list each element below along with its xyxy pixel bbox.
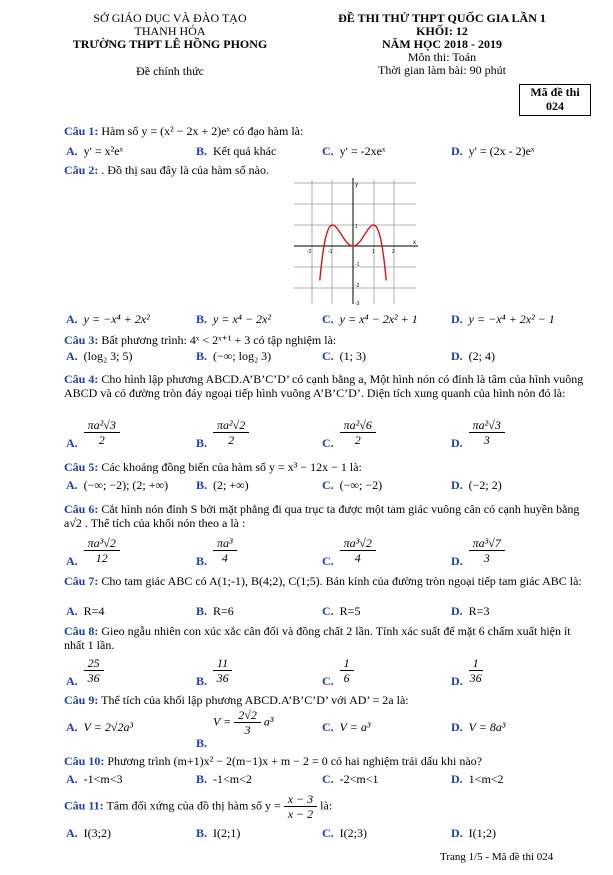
- question-text: Bất phương trình: 4ˣ < 2ˣ⁺¹ + 3 có tập nghiệm là:: [101, 333, 337, 347]
- q3-option-c[interactable]: C. (1; 3): [322, 349, 366, 363]
- q10-option-c[interactable]: C. -2<m<1: [322, 772, 379, 786]
- q7-option-d[interactable]: D. R=3: [451, 604, 490, 618]
- q7-option-a[interactable]: A. R=4: [66, 604, 105, 618]
- question-3: [64, 333, 594, 347]
- q5-option-b[interactable]: B. (2; +∞): [196, 478, 249, 492]
- q7-option-c[interactable]: C. R=5: [322, 604, 361, 618]
- q6-option-a[interactable]: A. $\frac{\text{πa³√2}}{12}$: [66, 536, 120, 568]
- dept-name: SỞ GIÁO DỤC VÀ ĐÀO TẠO: [93, 11, 247, 25]
- question-label: Câu 3:: [64, 333, 99, 347]
- question-2: [64, 163, 594, 177]
- province-name: THANH HÓA: [134, 24, 206, 38]
- question-10: [64, 754, 594, 768]
- question-6: [64, 502, 594, 530]
- q2-option-c[interactable]: C. y = x⁴ − 2x² + 1: [322, 312, 418, 326]
- q11-option-c[interactable]: C. I(2;3): [322, 826, 367, 840]
- q10-option-d[interactable]: D. 1<m<2: [451, 772, 504, 786]
- page-footer: Trang 1/5 - Mã đề thi 024: [440, 851, 554, 863]
- exam-code-label: Mã đề thi: [530, 85, 580, 99]
- q2-option-b[interactable]: B. y = x⁴ − 2x²: [196, 312, 271, 326]
- question-label: Câu 2:: [64, 163, 99, 177]
- q6-option-d[interactable]: D. $\frac{\text{πa³√7}}{3}$: [451, 536, 505, 568]
- question-label: Câu 9:: [64, 693, 99, 707]
- x-tick-label: 2: [392, 249, 395, 255]
- question-label: Câu 5:: [64, 460, 99, 474]
- q11-option-b[interactable]: B. I(2;1): [196, 826, 241, 840]
- header-right: [318, 12, 566, 77]
- question-5: [64, 460, 594, 474]
- subject: Môn thi: Toán: [407, 50, 477, 64]
- question-label: Câu 11:: [64, 798, 104, 813]
- q4-option-d[interactable]: D. $\frac{\text{πa²√3}}{3}$: [451, 418, 505, 450]
- question-text: Tâm đối xứng của đồ thị hàm số y =: [106, 798, 284, 813]
- q9-option-a[interactable]: A. V = 2√2a³: [66, 720, 134, 734]
- question-text: Cho hình lập phương ABCD.A’B’C’D’ có cạnh bằng a, Một hình nón có đỉnh là tâm của hình vuông ABCD và có đường tròn đáy ngoại tiếp hình vuông A’B’C’D’. Diện tích xung quanh của hình nón đó là:: [64, 372, 584, 400]
- q6-option-b[interactable]: B. $\frac{\text{πa³}}{4}$: [196, 536, 237, 568]
- question-text: . Đồ thị sau đây là của hàm số nào.: [101, 163, 269, 177]
- question-1: [64, 124, 594, 138]
- question-11: Câu 11: Tâm đối xứng của đồ thị hàm số y = $\frac{x - 3}{x - 2}$ là:: [64, 792, 333, 821]
- q11-option-d[interactable]: D. I(1;2): [451, 826, 496, 840]
- q1-option-c[interactable]: C. y' = -2xeˣ: [322, 144, 386, 158]
- q8-option-b[interactable]: B. $\frac{11}{36}$: [196, 656, 232, 688]
- function-graph: [292, 178, 418, 306]
- exam-code-box: [519, 84, 591, 116]
- school-year: NĂM HỌC 2018 - 2019: [382, 37, 502, 51]
- q2-option-d[interactable]: D. y = −x⁴ + 2x² − 1: [451, 312, 555, 326]
- y-tick-label: -1: [355, 262, 360, 268]
- q9-option-d[interactable]: D. V = 8a³: [451, 720, 506, 734]
- q4-option-c[interactable]: C. $\frac{\text{πa²√6}}{2}$: [322, 418, 376, 450]
- exam-time: Thời gian làm bài: 90 phút: [378, 63, 506, 77]
- q3-option-a[interactable]: A. (log₂ 3; 5): [66, 349, 133, 363]
- x-axis-label: x: [413, 240, 416, 246]
- y-tick-label: 1: [355, 224, 358, 230]
- q1-option-d[interactable]: D. y' = (2x - 2)eˣ: [451, 144, 535, 158]
- q6-option-c[interactable]: C. $\frac{\text{πa³√2}}{4}$: [322, 536, 376, 568]
- question-fraction: $\frac{x - 3}{x - 2}$: [284, 792, 317, 821]
- grade: KHỐI: 12: [416, 24, 468, 38]
- q8-option-c[interactable]: C. $\frac{1}{6}$: [322, 656, 354, 688]
- q10-option-a[interactable]: A. -1<m<3: [66, 772, 123, 786]
- school-name: TRƯỜNG THPT LÊ HỒNG PHONG: [72, 37, 268, 51]
- question-label: Câu 4:: [64, 372, 99, 386]
- question-text: Gieo ngẫu nhiên con xúc xắc cân đối và đồng chất 2 lần. Tính xác suất để mặt 6 chấm xuất hiện ít nhất 1 lần.: [64, 624, 571, 652]
- question-label: Câu 8:: [64, 624, 99, 638]
- q5-option-a[interactable]: A. (−∞; −2); (2; +∞): [66, 478, 169, 492]
- question-4: [64, 372, 594, 400]
- x-tick-label: 1: [372, 249, 375, 255]
- question-label: Câu 10:: [64, 754, 105, 768]
- q1-option-b[interactable]: B. Kết quả khác: [196, 144, 277, 158]
- y-axis-label: y: [355, 182, 358, 188]
- q1-option-a[interactable]: A. y' = x²eˣ: [66, 144, 123, 158]
- question-9: [64, 693, 594, 707]
- q3-option-b[interactable]: B. (−∞; log₂ 3): [196, 349, 272, 363]
- q7-option-b[interactable]: B. R=6: [196, 604, 234, 618]
- question-label: Câu 6:: [64, 502, 99, 516]
- x-tick-label: -2: [307, 249, 312, 255]
- question-text: Phương trình (m+1)x² − 2(m−1)x + m − 2 = 0 có hai nghiệm trái dấu khi nào?: [107, 754, 483, 768]
- q5-option-c[interactable]: C. (−∞; −2): [322, 478, 383, 492]
- q4-option-a[interactable]: A. $\frac{\text{πa²√3}}{2}$: [66, 418, 120, 450]
- y-tick-label: -2: [355, 283, 360, 289]
- question-text: Thể tích của khối lập phương ABCD.A’B’C’D’ với AD’ = 2a là:: [101, 693, 409, 707]
- question-label: Câu 7:: [64, 574, 99, 588]
- question-text: Cho tam giác ABC có A(1;-1), B(4;2), C(1;5). Bán kính của đường tròn ngoại tiếp tam giác ABC là:: [101, 574, 582, 588]
- q10-option-b[interactable]: B. -1<m<2: [196, 772, 252, 786]
- q9-option-c[interactable]: C. V = a³: [322, 720, 371, 734]
- q2-option-a[interactable]: A. y = −x⁴ + 2x²: [66, 312, 150, 326]
- q8-option-a[interactable]: A. $\frac{25}{36}$: [66, 656, 104, 688]
- exam-code-value: 024: [546, 99, 564, 113]
- question-8: [64, 624, 594, 652]
- q9-option-b[interactable]: B.V = $\frac{2√2}{3}$ a³: [196, 708, 274, 751]
- q3-option-d[interactable]: D. (2; 4): [451, 349, 495, 363]
- header-left: [60, 12, 280, 78]
- y-tick-label: -3: [355, 301, 360, 306]
- question-text: Hàm số y = (x² − 2x + 2)eˣ có đạo hàm là:: [101, 124, 304, 138]
- x-tick-label: -1: [328, 249, 333, 255]
- exam-title: ĐỀ THI THỬ THPT QUỐC GIA LẦN 1: [338, 11, 546, 25]
- q8-option-d[interactable]: D. $\frac{1}{36}$: [451, 656, 482, 689]
- official-label: Đề chính thức: [136, 64, 204, 78]
- question-text: Cắt hình nón đỉnh S bởi mặt phẳng đi qua trục ta được một tam giác vuông cân có cạnh huyền bằng a√2 . Thể tích của khối nón theo a là :: [64, 502, 580, 530]
- question-text: Các khoảng đồng biến của hàm số y = x³ − 12x − 1 là:: [101, 460, 362, 474]
- question-label: Câu 1:: [64, 124, 99, 138]
- q11-option-a[interactable]: A. I(3;2): [66, 826, 111, 840]
- q4-option-b[interactable]: B. $\frac{\text{πa²√2}}{2}$: [196, 418, 249, 450]
- q5-option-d[interactable]: D. (−2; 2): [451, 478, 502, 492]
- question-7: [64, 574, 594, 588]
